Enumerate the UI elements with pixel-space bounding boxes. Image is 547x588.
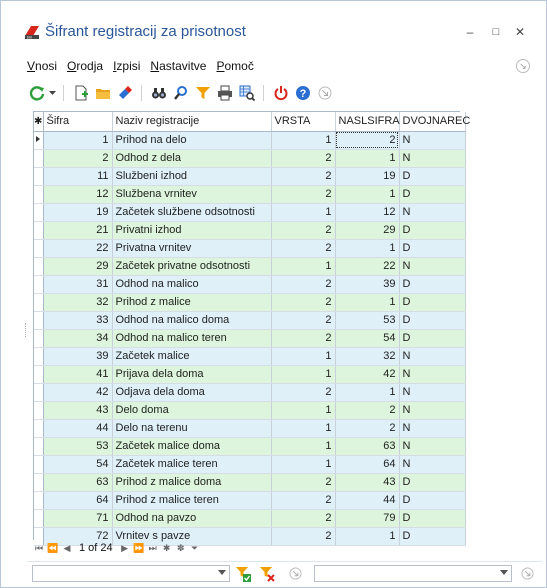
refresh-icon: [29, 85, 45, 101]
cell-naslsifra[interactable]: 1: [335, 527, 399, 545]
table-row[interactable]: [34, 383, 465, 401]
collapse-icon: [318, 86, 332, 100]
funnel-icon: [195, 85, 211, 101]
row-indicator[interactable]: [34, 311, 43, 329]
record-navigator: [33, 540, 460, 556]
cell-dvojnarec[interactable]: N: [399, 257, 465, 275]
cell-dvojnarec[interactable]: D: [399, 329, 465, 347]
row-indicator[interactable]: [34, 365, 43, 383]
row-indicator[interactable]: [34, 257, 43, 275]
cell-naziv[interactable]: Odhod na malico doma: [112, 311, 271, 329]
cell-sifra[interactable]: 71: [43, 509, 112, 527]
find-button[interactable]: [149, 83, 169, 103]
column-header[interactable]: NASLSIFRA: [335, 112, 399, 131]
cell-naziv[interactable]: Službena vrnitev: [112, 185, 271, 203]
row-indicator[interactable]: [34, 293, 43, 311]
cell-naslsifra[interactable]: 1: [335, 149, 399, 167]
svg-text:?: ?: [299, 88, 307, 100]
cell-naziv[interactable]: Začetek malice doma: [112, 437, 271, 455]
table-row[interactable]: [34, 455, 465, 473]
toolbar: [27, 83, 527, 103]
row-indicator[interactable]: [34, 419, 43, 437]
table-row[interactable]: [34, 329, 465, 347]
cell-naziv[interactable]: Prihod z malice: [112, 293, 271, 311]
previous-page-icon[interactable]: ⏪: [47, 542, 59, 553]
table-row[interactable]: [34, 365, 465, 383]
cell-vrsta[interactable]: 1: [271, 365, 335, 383]
cell-naslsifra[interactable]: 63: [335, 437, 399, 455]
folder-icon: [95, 85, 111, 101]
column-header[interactable]: DVOJNAREC: [399, 112, 465, 131]
window-title: Šifrant registracij za prisotnost: [45, 23, 246, 40]
cell-vrsta[interactable]: 1: [271, 131, 335, 149]
clear-filter-icon[interactable]: [259, 566, 275, 582]
new-record-button[interactable]: [71, 83, 91, 103]
table-search-icon: [239, 85, 255, 101]
filter-combo-left[interactable]: [32, 565, 230, 582]
cell-naziv[interactable]: Začetek malice teren: [112, 455, 271, 473]
table-row[interactable]: [34, 221, 465, 239]
row-indicator[interactable]: [34, 509, 43, 527]
cell-naslsifra[interactable]: 2: [335, 401, 399, 419]
last-record-icon[interactable]: ⏭: [148, 542, 157, 553]
cell-naslsifra[interactable]: 44: [335, 491, 399, 509]
cell-sifra[interactable]: 21: [43, 221, 112, 239]
row-indicator[interactable]: [34, 401, 43, 419]
menu-orodja-label: rodja: [76, 59, 104, 73]
cell-dvojnarec[interactable]: D: [399, 185, 465, 203]
cell-naslsifra[interactable]: 22: [335, 257, 399, 275]
cell-dvojnarec[interactable]: D: [399, 491, 465, 509]
menu-bar: [27, 59, 264, 75]
cell-sifra[interactable]: 11: [43, 167, 112, 185]
app-logo-icon: [23, 23, 41, 41]
bottom-filter-bar: [27, 561, 542, 585]
cell-vrsta[interactable]: 1: [271, 203, 335, 221]
cell-vrsta[interactable]: 2: [271, 185, 335, 203]
menu-orodja-mnemonic: O: [67, 59, 77, 73]
table-row[interactable]: [34, 293, 465, 311]
table-row[interactable]: [34, 275, 465, 293]
table-row[interactable]: [34, 419, 465, 437]
search-button[interactable]: [171, 83, 191, 103]
binoculars-icon: [151, 85, 167, 101]
next-record-icon[interactable]: ▶: [121, 542, 129, 553]
row-indicator[interactable]: [34, 149, 43, 167]
toolbar-separator: [263, 85, 264, 101]
row-indicator[interactable]: [34, 131, 43, 149]
power-icon: [273, 85, 289, 101]
table-row[interactable]: [34, 509, 465, 527]
column-header[interactable]: Naziv registracije: [112, 112, 271, 131]
cell-sifra[interactable]: 53: [43, 437, 112, 455]
toolbar-collapse-button[interactable]: [315, 83, 335, 103]
menu-pomoc-label: omoč: [224, 59, 254, 73]
row-indicator[interactable]: [34, 239, 43, 257]
cell-dvojnarec[interactable]: N: [399, 455, 465, 473]
previous-record-icon[interactable]: ◀: [63, 542, 71, 553]
cell-naziv[interactable]: Delo na terenu: [112, 419, 271, 437]
filter-icon[interactable]: ⏷: [191, 542, 199, 553]
first-record-icon[interactable]: ⏮: [34, 542, 44, 553]
cell-naziv[interactable]: Prijava dela doma: [112, 365, 271, 383]
cell-naziv[interactable]: Odhod na malico: [112, 275, 271, 293]
column-header[interactable]: VRSTA: [271, 112, 335, 131]
cell-dvojnarec[interactable]: N: [399, 419, 465, 437]
cell-dvojnarec[interactable]: D: [399, 293, 465, 311]
menu-collapse-icon[interactable]: ↘: [516, 59, 530, 73]
cell-naziv[interactable]: Odhod z dela: [112, 149, 271, 167]
eraser-icon: [117, 85, 133, 101]
menu-pomoc-mnemonic: P: [216, 59, 225, 73]
cell-dvojnarec[interactable]: D: [399, 311, 465, 329]
erase-button[interactable]: [115, 83, 135, 103]
cell-dvojnarec[interactable]: N: [399, 347, 465, 365]
toolbar-separator: [63, 85, 64, 101]
cell-dvojnarec[interactable]: N: [399, 131, 465, 149]
cell-naziv[interactable]: Privatna vrnitev: [112, 239, 271, 257]
cell-naslsifra[interactable]: 43: [335, 473, 399, 491]
cell-dvojnarec[interactable]: N: [399, 149, 465, 167]
row-indicator[interactable]: [34, 275, 43, 293]
cell-sifra[interactable]: 34: [43, 329, 112, 347]
cell-vrsta[interactable]: 2: [271, 167, 335, 185]
table-row[interactable]: [34, 401, 465, 419]
cell-dvojnarec[interactable]: N: [399, 383, 465, 401]
cell-vrsta[interactable]: 1: [271, 455, 335, 473]
table-row[interactable]: [34, 437, 465, 455]
cell-vrsta[interactable]: 1: [271, 437, 335, 455]
refresh-dropdown[interactable]: [47, 83, 57, 103]
collapse-icon[interactable]: [521, 567, 534, 580]
cell-vrsta[interactable]: 2: [271, 473, 335, 491]
row-indicator[interactable]: [34, 185, 43, 203]
filter-combo-right[interactable]: [314, 565, 512, 582]
cell-naslsifra[interactable]: 12: [335, 203, 399, 221]
row-indicator[interactable]: [34, 221, 43, 239]
cell-sifra[interactable]: 64: [43, 491, 112, 509]
toolbar-separator: [141, 85, 142, 101]
cell-sifra[interactable]: 29: [43, 257, 112, 275]
table-row[interactable]: [34, 347, 465, 365]
table-row[interactable]: [34, 131, 465, 149]
menu-nastavitve[interactable]: [150, 59, 206, 75]
close-button[interactable]: ✕: [514, 25, 526, 39]
cell-naziv[interactable]: Delo doma: [112, 401, 271, 419]
search-icon: [173, 85, 189, 101]
cell-vrsta[interactable]: 2: [271, 329, 335, 347]
chevron-down-icon: [500, 570, 508, 575]
cell-vrsta[interactable]: 2: [271, 383, 335, 401]
row-indicator[interactable]: [34, 167, 43, 185]
cell-naslsifra[interactable]: 79: [335, 509, 399, 527]
menu-vnosi-mnemonic: V: [27, 59, 36, 73]
current-row-icon: [34, 135, 42, 143]
grid-search-button[interactable]: [237, 83, 257, 103]
printer-icon: [217, 85, 233, 101]
grid-header-row: [34, 112, 465, 131]
cell-sifra[interactable]: 72: [43, 527, 112, 545]
row-indicator[interactable]: [34, 383, 43, 401]
cell-naslsifra[interactable]: 2: [335, 131, 399, 149]
cell-naslsifra[interactable]: 1: [335, 239, 399, 257]
cell-naziv[interactable]: Odhod na pavzo: [112, 509, 271, 527]
cell-sifra[interactable]: 2: [43, 149, 112, 167]
column-header[interactable]: Šifra: [43, 112, 112, 131]
cell-vrsta[interactable]: 2: [271, 221, 335, 239]
chevron-down-icon: [49, 91, 56, 96]
cell-naslsifra[interactable]: 53: [335, 311, 399, 329]
cell-sifra[interactable]: 63: [43, 473, 112, 491]
cell-naziv[interactable]: Začetek privatne odsotnosti: [112, 257, 271, 275]
cell-vrsta[interactable]: 1: [271, 401, 335, 419]
cell-naslsifra[interactable]: 29: [335, 221, 399, 239]
cell-vrsta[interactable]: 1: [271, 257, 335, 275]
cell-naslsifra[interactable]: 1: [335, 383, 399, 401]
help-icon: [295, 85, 311, 101]
cell-dvojnarec[interactable]: D: [399, 167, 465, 185]
menu-izpisi-mnemonic: I: [113, 59, 117, 73]
data-grid: [33, 111, 471, 542]
cell-naziv[interactable]: Odhod na malico teren: [112, 329, 271, 347]
title-bar: [1, 1, 546, 45]
cell-sifra[interactable]: 12: [43, 185, 112, 203]
cell-sifra[interactable]: 44: [43, 419, 112, 437]
cell-naziv[interactable]: Odjava dela doma: [112, 383, 271, 401]
row-indicator[interactable]: [34, 347, 43, 365]
cell-sifra[interactable]: 42: [43, 383, 112, 401]
menu-vnosi-label: nosi: [35, 59, 58, 73]
cell-naziv[interactable]: Prihod z malice teren: [112, 491, 271, 509]
cell-vrsta[interactable]: 2: [271, 239, 335, 257]
cell-sifra[interactable]: 31: [43, 275, 112, 293]
collapse-icon[interactable]: [289, 567, 302, 580]
cell-naslsifra[interactable]: 64: [335, 455, 399, 473]
cell-naslsifra[interactable]: 19: [335, 167, 399, 185]
table-row[interactable]: [34, 473, 465, 491]
filter-button[interactable]: [193, 83, 213, 103]
cell-sifra[interactable]: 54: [43, 455, 112, 473]
cell-dvojnarec[interactable]: N: [399, 401, 465, 419]
table-row[interactable]: [34, 491, 465, 509]
append-record-icon[interactable]: ✱: [162, 542, 171, 553]
table-row[interactable]: [34, 149, 465, 167]
edit-record-icon[interactable]: ✽: [176, 542, 185, 553]
cell-naziv[interactable]: Začetek službene odsotnosti: [112, 203, 271, 221]
cell-vrsta[interactable]: 2: [271, 311, 335, 329]
apply-filter-icon[interactable]: [235, 566, 251, 582]
table-row[interactable]: [34, 167, 465, 185]
print-button[interactable]: [215, 83, 235, 103]
cell-naslsifra[interactable]: 1: [335, 293, 399, 311]
help-button[interactable]: [293, 83, 313, 103]
table-row[interactable]: [34, 257, 465, 275]
open-button[interactable]: [93, 83, 113, 103]
row-selector-header[interactable]: ✱: [34, 112, 43, 131]
minimize-button[interactable]: –: [466, 25, 474, 39]
cell-dvojnarec[interactable]: D: [399, 221, 465, 239]
record-position: 1 of 24: [79, 542, 113, 554]
cell-sifra[interactable]: 1: [43, 131, 112, 149]
chevron-down-icon: [218, 570, 226, 575]
cell-naziv[interactable]: Prihod z malice doma: [112, 473, 271, 491]
cell-vrsta[interactable]: 1: [271, 419, 335, 437]
cell-dvojnarec[interactable]: N: [399, 437, 465, 455]
menu-nastavitve-label: astavitve: [159, 59, 207, 73]
svg-text:birr: birr: [27, 35, 33, 40]
refresh-button[interactable]: [27, 83, 47, 103]
cell-vrsta[interactable]: 2: [271, 293, 335, 311]
cell-vrsta[interactable]: 1: [271, 347, 335, 365]
cell-sifra[interactable]: 33: [43, 311, 112, 329]
cell-dvojnarec[interactable]: N: [399, 365, 465, 383]
cell-sifra[interactable]: 39: [43, 347, 112, 365]
row-indicator[interactable]: [34, 455, 43, 473]
cell-naslsifra[interactable]: 32: [335, 347, 399, 365]
cell-naziv[interactable]: Prihod na delo: [112, 131, 271, 149]
row-indicator[interactable]: [34, 203, 43, 221]
table-row[interactable]: [34, 239, 465, 257]
cell-dvojnarec[interactable]: D: [399, 239, 465, 257]
maximize-button[interactable]: □: [492, 26, 500, 38]
cell-dvojnarec[interactable]: D: [399, 473, 465, 491]
row-indicator[interactable]: [34, 491, 43, 509]
cell-vrsta[interactable]: 2: [271, 275, 335, 293]
cell-sifra[interactable]: 43: [43, 401, 112, 419]
cell-naslsifra[interactable]: 39: [335, 275, 399, 293]
exit-button[interactable]: [271, 83, 291, 103]
cell-naziv[interactable]: Vrnitev s pavze: [112, 527, 271, 545]
cell-vrsta[interactable]: 2: [271, 149, 335, 167]
table-row[interactable]: [34, 203, 465, 221]
cell-sifra[interactable]: 22: [43, 239, 112, 257]
row-indicator[interactable]: [34, 329, 43, 347]
table-row[interactable]: [34, 185, 465, 203]
menu-izpisi-label: zpisi: [116, 59, 141, 73]
cell-vrsta[interactable]: 2: [271, 527, 335, 545]
next-page-icon[interactable]: ⏩: [133, 542, 145, 553]
cell-naslsifra[interactable]: 54: [335, 329, 399, 347]
cell-dvojnarec[interactable]: D: [399, 275, 465, 293]
menu-pomoc[interactable]: [216, 59, 253, 75]
cell-naslsifra[interactable]: 42: [335, 365, 399, 383]
table-row[interactable]: [34, 311, 465, 329]
new-document-icon: [73, 85, 89, 101]
cell-naziv[interactable]: Službeni izhod: [112, 167, 271, 185]
menu-vnosi[interactable]: [27, 59, 57, 75]
cell-naslsifra[interactable]: 1: [335, 185, 399, 203]
row-indicator[interactable]: [34, 473, 43, 491]
menu-izpisi[interactable]: [113, 59, 140, 75]
cell-sifra[interactable]: 32: [43, 293, 112, 311]
menu-orodja[interactable]: [67, 59, 103, 75]
cell-sifra[interactable]: 41: [43, 365, 112, 383]
menu-nastavitve-mnemonic: N: [150, 59, 160, 73]
cell-naslsifra[interactable]: 2: [335, 419, 399, 437]
splitter-handle[interactable]: [25, 323, 28, 337]
cell-sifra[interactable]: 19: [43, 203, 112, 221]
cell-naziv[interactable]: Privatni izhod: [112, 221, 271, 239]
cell-dvojnarec[interactable]: N: [399, 203, 465, 221]
cell-naziv[interactable]: Začetek malice: [112, 347, 271, 365]
cell-dvojnarec[interactable]: D: [399, 527, 465, 545]
cell-dvojnarec[interactable]: D: [399, 509, 465, 527]
cell-vrsta[interactable]: 2: [271, 509, 335, 527]
cell-vrsta[interactable]: 2: [271, 491, 335, 509]
row-indicator[interactable]: [34, 437, 43, 455]
